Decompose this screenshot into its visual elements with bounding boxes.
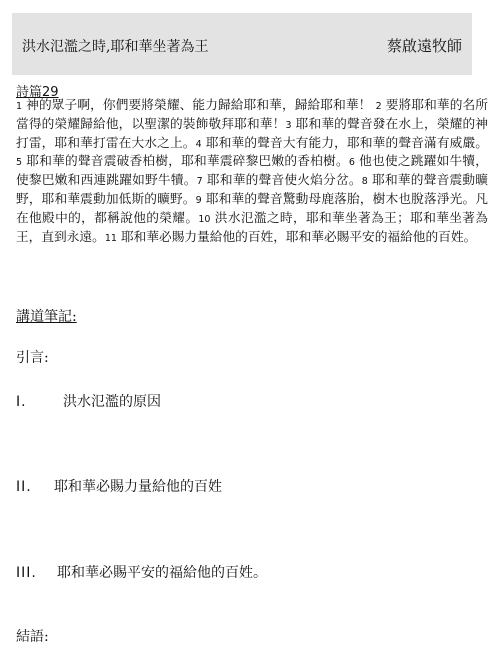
verse-text: 他也使之跳躍如牛犢，使黎巴嫩和西連跳躍如野牛犢。 bbox=[16, 153, 488, 188]
verse-number: 7 bbox=[196, 176, 203, 188]
verse-text: 洪水氾濫之時，耶和華坐著為王；耶和華坐著為王，直到永遠。 bbox=[16, 209, 488, 244]
verse-text: 耶和華的聲音震破香柏樹，耶和華震碎黎巴嫩的香柏樹。 bbox=[22, 153, 349, 169]
verse-text: 耶和華的聲音震動曠野，耶和華震動加低斯的曠野。 bbox=[16, 172, 488, 206]
verse-number: 6 bbox=[348, 157, 355, 169]
verse-text: 耶和華的聲音大有能力，耶和華的聲音滿有威嚴。 bbox=[201, 134, 488, 150]
verse-number: 1 bbox=[16, 101, 23, 112]
outline-numeral: II. bbox=[16, 479, 32, 495]
pastor-name: 蔡啟遠牧師 bbox=[386, 37, 462, 55]
verse-text: 耶和華的聲音驚動母鹿落胎，樹木也脫落淨光。凡在他殿中的，都稱說他的榮耀。 bbox=[16, 190, 488, 225]
outline-numeral: I. bbox=[16, 394, 27, 410]
outline-text: 洪水氾濫的原因 bbox=[63, 394, 161, 410]
outline-point-2 bbox=[16, 476, 222, 496]
conclusion-label: 結語: bbox=[16, 629, 49, 645]
outline-numeral: III. bbox=[16, 565, 37, 581]
introduction-label: 引言: bbox=[16, 350, 49, 366]
outline-point-1 bbox=[16, 391, 161, 411]
verse-number: 5 bbox=[16, 157, 23, 169]
outline-point-3 bbox=[16, 562, 267, 582]
verse-number: 4 bbox=[195, 138, 202, 150]
verse-text: 耶和華必賜力量給他的百姓，耶和華必賜平安的福給他的百姓。 bbox=[116, 228, 477, 244]
verse-text: 神的眾子啊，你們要將榮耀、能力歸給耶和華，歸給耶和華！ bbox=[22, 97, 376, 112]
verse-number: 10 bbox=[198, 213, 211, 225]
verse-number: 8 bbox=[361, 176, 368, 188]
verse-number: 9 bbox=[195, 194, 202, 206]
outline-text: 耶和華必賜平安的福給他的百姓。 bbox=[57, 565, 267, 581]
sermon-header bbox=[12, 13, 472, 75]
sermon-notes-heading: 講道筆記: bbox=[16, 309, 77, 325]
scripture-passage bbox=[16, 97, 488, 247]
verse-text: 耶和華的聲音使火焰分岔。 bbox=[202, 172, 362, 188]
sermon-title: 洪水氾濫之時,耶和華坐著為王 bbox=[22, 39, 209, 55]
scripture-reference: 詩篇29 bbox=[16, 85, 59, 100]
verse-text: 耶和華的聲音發在水上，榮耀的神打雷，耶和華打雷在大水之上。 bbox=[16, 115, 488, 150]
verse-number: 2 bbox=[375, 101, 382, 112]
verse-text: 要將耶和華的名所當得的榮耀歸給他，以聖潔的裝飾敬拜耶和華！ bbox=[16, 97, 488, 131]
verse-number: 3 bbox=[285, 119, 292, 131]
outline-text: 耶和華必賜力量給他的百姓 bbox=[54, 479, 222, 495]
verse-number: 11 bbox=[104, 232, 117, 244]
